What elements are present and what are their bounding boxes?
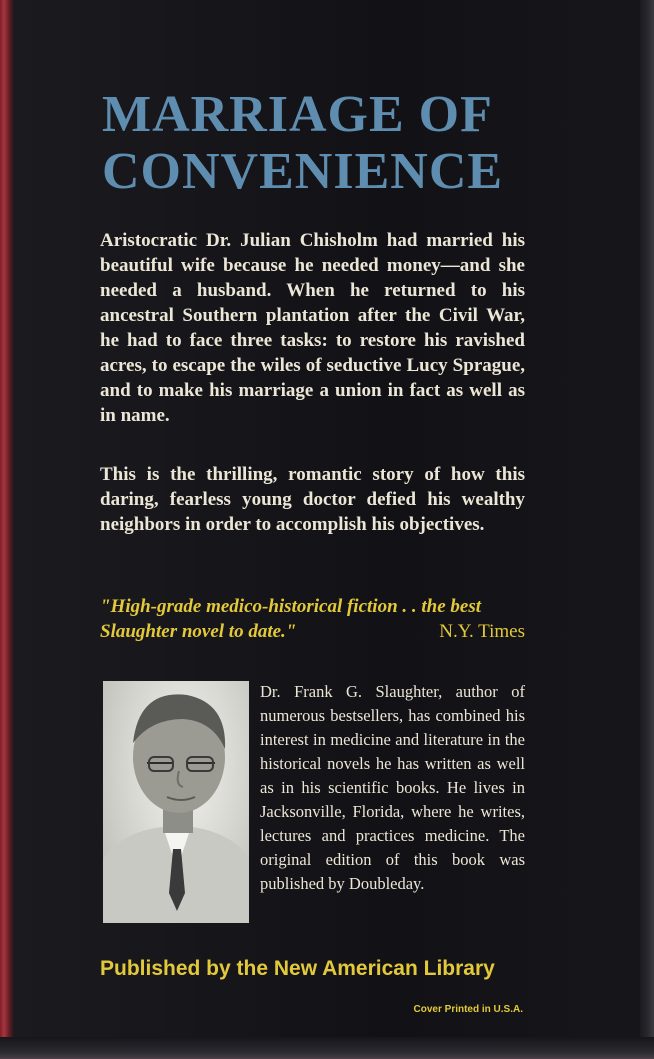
review-quote-source: N.Y. Times <box>439 621 525 642</box>
author-portrait-icon <box>103 681 249 923</box>
book-title-line-1: MARRIAGE OF <box>102 86 493 143</box>
blurb-paragraph-1: Aristocratic Dr. Julian Chisholm had married his beautiful wife because he needed money—and she needed a husband. When he returned to his ancestral Southern plantation after the Civil War, he had to face three tasks: to restore his ravished acres, to escape the wiles of seductive Lucy Sprague, and to make his marriage a union in fact as well as in name. <box>100 230 525 426</box>
cover-right-edge <box>640 0 654 1059</box>
publisher-line: Published by the New American Library <box>100 957 495 980</box>
author-photo <box>103 681 249 923</box>
blurb-paragraph-2: This is the thrilling, romantic story of how this daring, fearless young doctor defied his wealthy neighbors in order to accomplish his objectives. <box>100 464 525 535</box>
cover-bottom-edge <box>0 1037 654 1059</box>
review-quote-text: "High-grade medico-historical fiction . . the best Slaughter novel to date." <box>100 596 482 642</box>
review-quote <box>100 594 525 644</box>
printed-in-line: Cover Printed in U.S.A. <box>413 1004 523 1015</box>
book-title <box>102 86 542 200</box>
book-title-line-2: CONVENIENCE <box>102 143 504 200</box>
author-bio: Dr. Frank G. Slaughter, author of numerous bestsellers, has combined his interest in medicine and literature in the historical novels he has written as well as in his scientific books. He lives in Jacksonville, Florida, where he writes, lectures and practices medicine. The original edition of this book was published by Doubleday. <box>260 682 525 893</box>
